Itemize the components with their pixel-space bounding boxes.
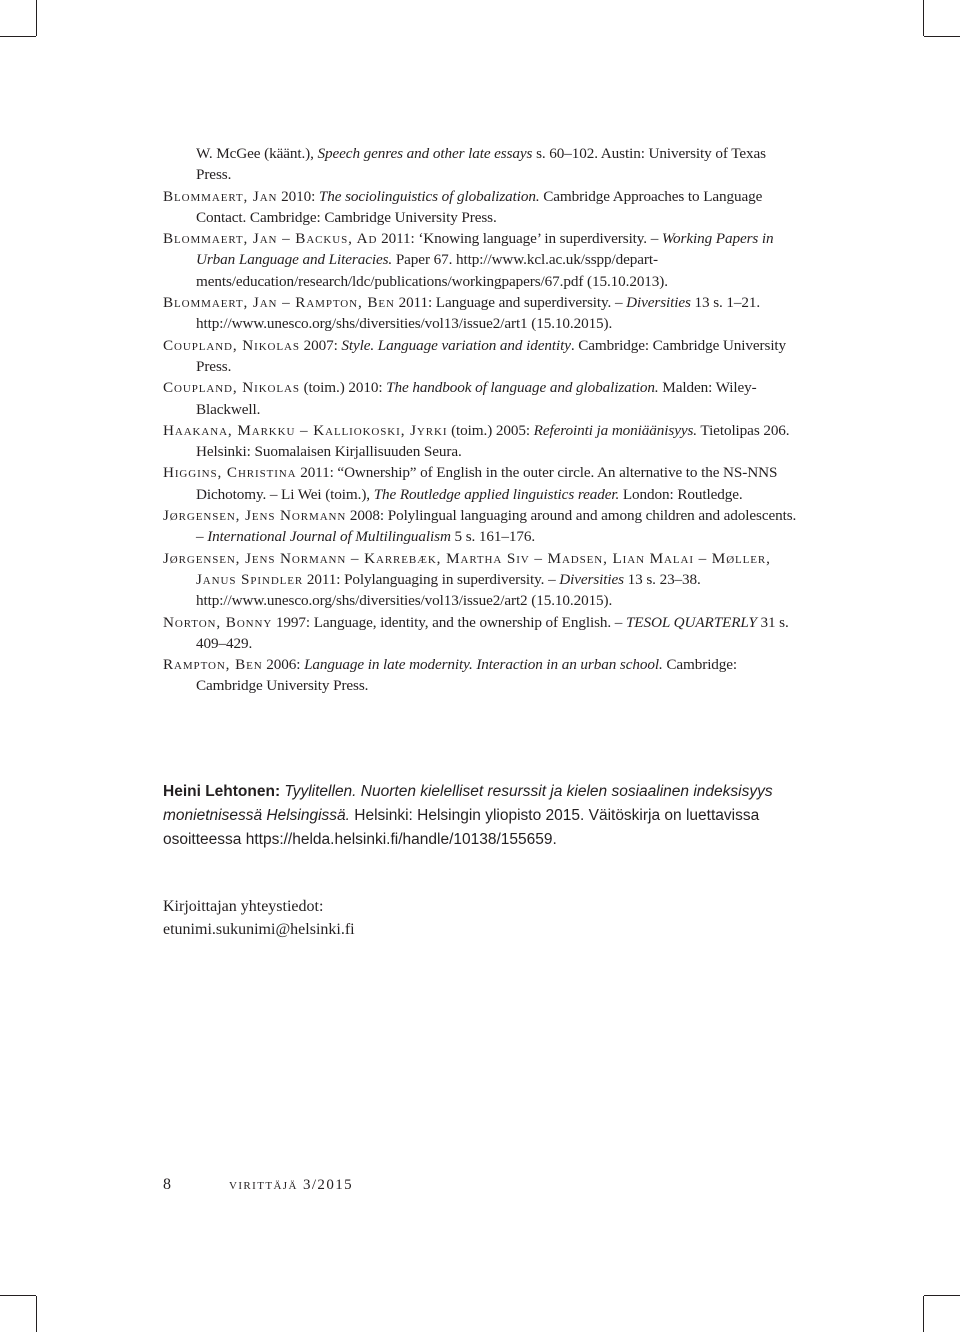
reference-entry [163, 292, 803, 335]
reference-author: Blommaert, Jan [163, 187, 278, 205]
reference-text: 2006: [262, 656, 305, 674]
reference-entry [163, 143, 803, 186]
reference-author: Coupland, Nikolas [163, 379, 300, 397]
reference-text: Tietolipas 206. Helsinki: Suomalaisen Kirjallisuuden Seura. [196, 421, 790, 461]
reference-text: Paper 67. http://www.kcl.ac.uk/sspp/departments/education/research/ldc/publications/workingpapers/67.pdf (15.10.2013). [196, 251, 668, 290]
bio-author: Heini Lehtonen: [163, 783, 281, 800]
reference-title: The handbook of language and globalization. [386, 379, 659, 397]
journal-footer: virittäjä 3/2015 [229, 1177, 354, 1193]
reference-text: . Cambridge: Cambridge University Press. [196, 336, 787, 375]
crop-mark-right-bottom [924, 1295, 960, 1296]
reference-text: (toim.) 2005: [447, 421, 534, 439]
reference-author: Blommaert, Jan – Backus, Ad [163, 230, 378, 248]
reference-title: Working Papers in Urban Language and Literacies. [196, 230, 774, 269]
reference-text: Cambridge Approaches to Language Contact. Cambridge: Cambridge University Press. [196, 187, 763, 226]
reference-entry [163, 548, 803, 612]
reference-title: TESOL QUARTERLY [625, 613, 757, 631]
contact-email: etunimi.sukunimi@helsinki.fi [163, 920, 355, 938]
dissertation-note [163, 780, 803, 852]
reference-entry [163, 420, 803, 463]
crop-mark-right-top [924, 36, 960, 37]
reference-text: 2008: Polylingual languaging around and among children and adolescents. – [196, 507, 797, 546]
reference-text: Malden: Wiley-Blackwell. [196, 379, 757, 418]
crop-mark-left-top [0, 36, 36, 37]
reference-entry [163, 186, 803, 229]
reference-text: 2011: ‘Knowing language’ in superdiversity. – [377, 230, 662, 248]
crop-mark-bottom-left [36, 1296, 37, 1332]
reference-title: Speech genres and other late essays [317, 145, 533, 162]
crop-mark-bottom-right [923, 1296, 924, 1332]
crop-mark-left-bottom [0, 1295, 36, 1296]
author-contact [163, 896, 563, 941]
reference-text: Cambridge: Cambridge University Press. [196, 656, 738, 695]
reference-author: Jørgensen, Jens Normann [163, 507, 347, 525]
reference-text: 2011: “Ownership” of English in the outer circle. An alternative to the NS-NNS Dichotomy. – Li Wei (toim.), [196, 464, 778, 503]
reference-author: Rampton, Ben [163, 656, 263, 674]
reference-entry [163, 612, 803, 655]
reference-text: 2010: [277, 187, 319, 205]
reference-entry [163, 377, 803, 420]
reference-title: Referointi ja moniäänisyys. [533, 421, 697, 439]
bio-rest: Helsinki: Helsingin yliopisto 2015. Väitöskirja on luettavissa osoitteessa https://helda.helsinki.fi/handle/10138/155659. [163, 807, 760, 848]
reference-title: Language in late modernity. Interaction in an urban school. [304, 656, 663, 674]
reference-text: 2007: [299, 336, 342, 354]
reference-text: 31 s. 409–429. [196, 613, 789, 652]
reference-author: Coupland, Nikolas [163, 336, 300, 354]
page-number: 8 [163, 1176, 171, 1193]
reference-text: 1997: Language, identity, and the ownership of English. – [272, 613, 626, 631]
reference-author: Haakana, Markku – Kalliokoski, Jyrki [163, 421, 448, 439]
reference-text: 5 s. 161–176. [450, 528, 536, 546]
reference-text: W. McGee (käänt.), [196, 145, 318, 162]
reference-text: s. 60–102. Austin: University of Texas Press. [196, 145, 766, 184]
reference-title: Diversities [559, 570, 624, 588]
reference-author: Jørgensen, Jens Normann – Karrebæk, Martha Siv – Madsen, Lian Malai – Møller, Janus Spindler [163, 549, 771, 588]
reference-text: (toim.) 2010: [299, 379, 387, 397]
reference-title: Style. Language variation and identity [341, 336, 571, 354]
reference-entry [163, 228, 803, 292]
reference-author: Higgins, Christina [163, 464, 297, 482]
bio-title: Tyylitellen. Nuorten kielelliset resurssit ja kielen sosiaalinen indeksisyys monietnisessä Helsingissä. [163, 783, 773, 824]
reference-title: The Routledge applied linguistics reader. [373, 485, 620, 503]
reference-entry [163, 462, 803, 505]
reference-title: The sociolinguistics of globalization. [318, 187, 540, 205]
reference-text: 2011: Polylanguaging in superdiversity. – [303, 570, 560, 588]
reference-text: London: Routledge. [619, 485, 743, 503]
reference-entry [163, 335, 803, 378]
reference-title: Diversities [626, 294, 691, 312]
reference-title: International Journal of Multilingualism [207, 528, 451, 546]
crop-mark-top-left [36, 0, 37, 36]
crop-mark-top-right [923, 0, 924, 36]
reference-text: 13 s. 23–38. http://www.unesco.org/shs/diversities/vol13/issue2/art2 (15.10.2015). [196, 570, 701, 610]
contact-heading: Kirjoittajan yhteystiedot: [163, 898, 324, 915]
reference-author: Blommaert, Jan – Rampton, Ben [163, 294, 395, 312]
reference-text: 2011: Language and superdiversity. – [394, 294, 627, 312]
reference-text: 13 s. 1–21. http://www.unesco.org/shs/diversities/vol13/issue2/art1 (15.10.2015). [196, 294, 761, 333]
reference-list [163, 143, 803, 697]
reference-entry [163, 505, 803, 548]
reference-entry [163, 654, 803, 697]
reference-author: Norton, Bonny [163, 613, 273, 631]
